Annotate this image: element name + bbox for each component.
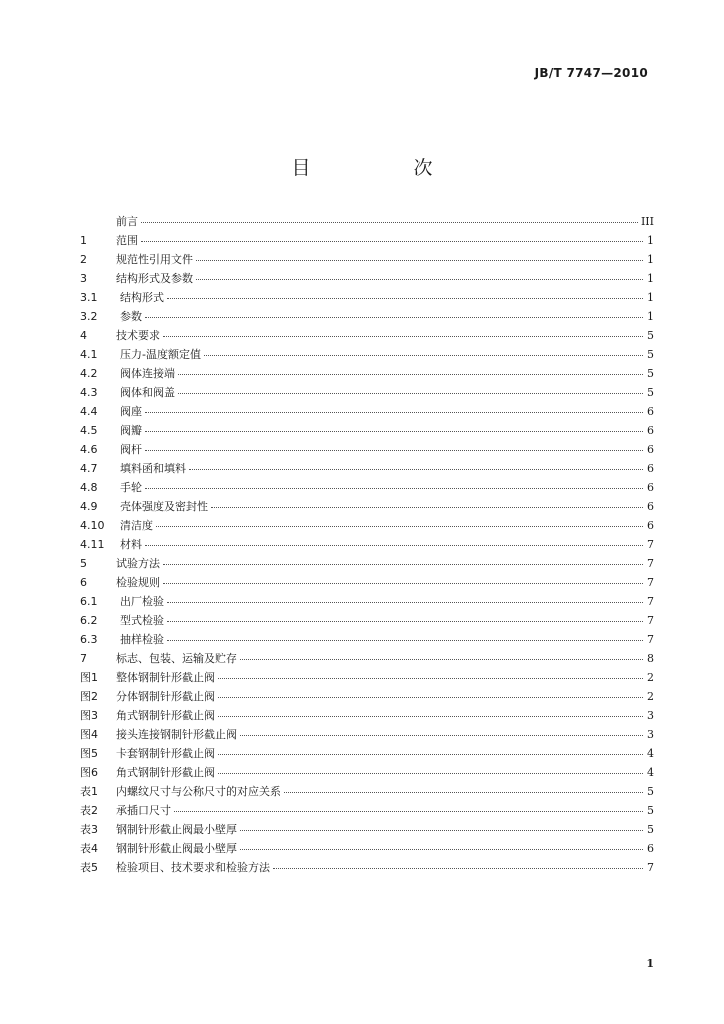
toc-entry[interactable]: [80, 383, 654, 402]
toc-leader-dots: [240, 734, 643, 736]
toc-entry[interactable]: [80, 725, 654, 744]
toc-entry-page: 1: [647, 234, 654, 247]
toc-entry-page: 7: [647, 557, 654, 570]
toc-leader-dots: [163, 335, 643, 337]
toc-entry-label: 检验项目、技术要求和检验方法: [116, 861, 270, 874]
toc-entry-page: 8: [647, 652, 654, 665]
toc-entry-page: 6: [647, 405, 654, 418]
standard-code: JB/T 7747—2010: [534, 66, 648, 80]
toc-leader-dots: [167, 601, 643, 603]
toc-entry-number: 6: [80, 576, 87, 589]
toc-entry[interactable]: [80, 345, 654, 364]
toc-leader-dots: [174, 810, 643, 812]
toc-leader-dots: [211, 506, 643, 508]
toc-entry[interactable]: [80, 839, 654, 858]
toc-entry-page: 5: [647, 785, 654, 798]
toc-entry[interactable]: [80, 592, 654, 611]
toc-entry[interactable]: [80, 440, 654, 459]
toc-leader-dots: [145, 316, 643, 318]
toc-entry[interactable]: [80, 687, 654, 706]
toc-entry[interactable]: [80, 459, 654, 478]
toc-leader-dots: [145, 449, 643, 451]
toc-entry-page: 5: [647, 386, 654, 399]
toc-entry-page: 7: [647, 614, 654, 627]
toc-entry-label: 阀座: [120, 405, 142, 418]
toc-entry[interactable]: [80, 763, 654, 782]
toc-entry-label: 钢制针形截止阀最小壁厚: [116, 823, 237, 836]
toc-entry-number: 4.5: [80, 424, 98, 437]
toc-entry[interactable]: [80, 307, 654, 326]
toc-entry-page: 6: [647, 462, 654, 475]
toc-entry-number: 4.4: [80, 405, 98, 418]
toc-entry-label: 前言: [116, 215, 138, 228]
toc-entry-number: 表4: [80, 842, 98, 855]
toc-entry-label: 材料: [120, 538, 142, 551]
toc-entry-number: 4.10: [80, 519, 105, 532]
toc-entry-number: 表1: [80, 785, 98, 798]
toc-entry-label: 出厂检验: [120, 595, 164, 608]
toc-leader-dots: [218, 715, 643, 717]
toc-entry-label: 型式检验: [120, 614, 164, 627]
toc-entry-number: 4.8: [80, 481, 98, 494]
toc-entry-number: 图2: [80, 690, 98, 703]
toc-leader-dots: [145, 487, 643, 489]
toc-entry-number: 6.2: [80, 614, 98, 627]
toc-entry-label: 阀体连接端: [120, 367, 175, 380]
toc-leader-dots: [145, 411, 643, 413]
toc-entry-number: 4.9: [80, 500, 98, 513]
toc-entry-page: 6: [647, 443, 654, 456]
toc-leader-dots: [218, 753, 643, 755]
toc-entry[interactable]: [80, 364, 654, 383]
toc-entry[interactable]: [80, 497, 654, 516]
toc-entry-label: 结构形式: [120, 291, 164, 304]
toc-entry-number: 5: [80, 557, 87, 570]
toc-entry[interactable]: [80, 250, 654, 269]
toc-entry-page: 6: [647, 842, 654, 855]
toc-entry-label: 壳体强度及密封性: [120, 500, 208, 513]
toc-entry[interactable]: [80, 516, 654, 535]
toc-entry-number: 图1: [80, 671, 98, 684]
toc-entry-label: 阀体和阀盖: [120, 386, 175, 399]
toc-entry-number: 3: [80, 272, 87, 285]
toc-entry-page: 1: [647, 272, 654, 285]
toc-entry-page: 7: [647, 538, 654, 551]
toc-entry-number: 2: [80, 253, 87, 266]
toc-entry-number: 图6: [80, 766, 98, 779]
toc-entry-number: 4.2: [80, 367, 98, 380]
toc-leader-dots: [240, 658, 643, 660]
toc-entry-page: 3: [647, 728, 654, 741]
toc-entry-number: 1: [80, 234, 87, 247]
toc-entry[interactable]: [80, 212, 654, 231]
toc-entry-page: 5: [647, 329, 654, 342]
toc-leader-dots: [145, 544, 643, 546]
toc-entry-number: 4.7: [80, 462, 98, 475]
toc-entry-label: 承插口尺寸: [116, 804, 171, 817]
toc-entry-label: 结构形式及参数: [116, 272, 193, 285]
toc-leader-dots: [240, 848, 643, 850]
toc-entry-number: 6.3: [80, 633, 98, 646]
toc-entry-page: 6: [647, 481, 654, 494]
toc-entry-page: 3: [647, 709, 654, 722]
toc-leader-dots: [284, 791, 643, 793]
toc-entry-label: 钢制针形截止阀最小壁厚: [116, 842, 237, 855]
toc-entry-number: 表5: [80, 861, 98, 874]
toc-entry-label: 分体钢制针形截止阀: [116, 690, 215, 703]
toc-leader-dots: [167, 620, 643, 622]
toc-entry-page: 5: [647, 804, 654, 817]
toc-entry-number: 4.11: [80, 538, 105, 551]
toc-entry-label: 抽样检验: [120, 633, 164, 646]
toc-leader-dots: [145, 430, 643, 432]
toc-leader-dots: [196, 259, 643, 261]
toc-entry-label: 手轮: [120, 481, 142, 494]
toc-entry-label: 阀杆: [120, 443, 142, 456]
toc-entry-page: 7: [647, 595, 654, 608]
toc-entry-number: 3.1: [80, 291, 98, 304]
toc-entry[interactable]: [80, 782, 654, 801]
toc-entry-label: 检验规则: [116, 576, 160, 589]
toc-entry[interactable]: [80, 744, 654, 763]
toc-entry[interactable]: [80, 478, 654, 497]
toc-leader-dots: [167, 639, 643, 641]
toc-entry-page: 7: [647, 861, 654, 874]
toc-entry-label: 压力-温度额定值: [120, 348, 201, 361]
toc-entry-label: 内螺纹尺寸与公称尺寸的对应关系: [116, 785, 281, 798]
toc-entry[interactable]: [80, 706, 654, 725]
toc-entry[interactable]: [80, 288, 654, 307]
toc-entry-number: 表2: [80, 804, 98, 817]
toc-entry[interactable]: [80, 649, 654, 668]
toc-entry[interactable]: [80, 421, 654, 440]
toc-entry[interactable]: [80, 630, 654, 649]
toc-entry[interactable]: [80, 573, 654, 592]
toc-entry[interactable]: [80, 858, 654, 877]
toc-entry-label: 填料函和填料: [120, 462, 186, 475]
toc-entry-page: 5: [647, 367, 654, 380]
toc-entry[interactable]: [80, 269, 654, 288]
toc-leader-dots: [196, 278, 643, 280]
toc-leader-dots: [163, 563, 643, 565]
toc-entry[interactable]: [80, 535, 654, 554]
toc-entry-label: 技术要求: [116, 329, 160, 342]
toc-entry-number: 7: [80, 652, 87, 665]
toc-entry[interactable]: [80, 668, 654, 687]
toc-entry-page: 4: [647, 747, 654, 760]
toc-entry-label: 标志、包装、运输及贮存: [116, 652, 237, 665]
toc-entry-page: 1: [647, 291, 654, 304]
toc-leader-dots: [163, 582, 643, 584]
toc-leader-dots: [141, 240, 643, 242]
toc-entry-number: 6.1: [80, 595, 98, 608]
toc-entry-number: 4.3: [80, 386, 98, 399]
toc-leader-dots: [178, 392, 643, 394]
toc-entry-label: 试验方法: [116, 557, 160, 570]
toc-entry-page: 6: [647, 500, 654, 513]
toc-entry-page: 6: [647, 424, 654, 437]
toc-leader-dots: [240, 829, 643, 831]
toc-entry-label: 接头连接钢制针形截止阀: [116, 728, 237, 741]
toc-entry-label: 阀瓣: [120, 424, 142, 437]
toc-entry-label: 参数: [120, 310, 142, 323]
toc-entry-number: 图5: [80, 747, 98, 760]
toc-entry-label: 角式钢制针形截止阀: [116, 709, 215, 722]
toc-leader-dots: [218, 677, 643, 679]
toc-entry[interactable]: [80, 801, 654, 820]
toc-entry-label: 规范性引用文件: [116, 253, 193, 266]
toc-entry-page: 2: [647, 690, 654, 703]
page-title: 目 次: [291, 157, 475, 179]
toc-entry-page: 7: [647, 576, 654, 589]
toc-leader-dots: [218, 696, 643, 698]
toc-leader-dots: [156, 525, 643, 527]
toc-entry-page: 7: [647, 633, 654, 646]
toc-entry-page: 5: [647, 348, 654, 361]
toc-entry[interactable]: [80, 402, 654, 421]
toc-entry[interactable]: [80, 554, 654, 573]
toc-entry-label: 角式钢制针形截止阀: [116, 766, 215, 779]
toc-leader-dots: [167, 297, 643, 299]
toc-entry-page: 6: [647, 519, 654, 532]
toc-entry-label: 整体钢制针形截止阀: [116, 671, 215, 684]
toc-leader-dots: [178, 373, 643, 375]
toc-entry[interactable]: [80, 231, 654, 250]
toc-entry-page: III: [640, 215, 654, 228]
toc-entry-number: 3.2: [80, 310, 98, 323]
toc-leader-dots: [141, 221, 638, 223]
toc-entry-number: 4.6: [80, 443, 98, 456]
toc-entry-page: 1: [647, 310, 654, 323]
toc-entry-label: 卡套钢制针形截止阀: [116, 747, 215, 760]
toc-entry-page: 2: [647, 671, 654, 684]
toc-entry-number: 4: [80, 329, 87, 342]
toc-leader-dots: [189, 468, 643, 470]
table-of-contents: [80, 212, 654, 877]
toc-entry-number: 4.1: [80, 348, 98, 361]
toc-entry-page: 1: [647, 253, 654, 266]
toc-leader-dots: [273, 867, 643, 869]
toc-entry[interactable]: [80, 820, 654, 839]
toc-leader-dots: [204, 354, 643, 356]
toc-entry-label: 范围: [116, 234, 138, 247]
toc-entry-label: 清洁度: [120, 519, 153, 532]
toc-entry[interactable]: [80, 611, 654, 630]
toc-entry[interactable]: [80, 326, 654, 345]
toc-entry-page: 5: [647, 823, 654, 836]
toc-entry-page: 4: [647, 766, 654, 779]
toc-leader-dots: [218, 772, 643, 774]
page-number: 1: [646, 957, 654, 970]
toc-entry-number: 图4: [80, 728, 98, 741]
toc-entry-number: 表3: [80, 823, 98, 836]
toc-entry-number: 图3: [80, 709, 98, 722]
